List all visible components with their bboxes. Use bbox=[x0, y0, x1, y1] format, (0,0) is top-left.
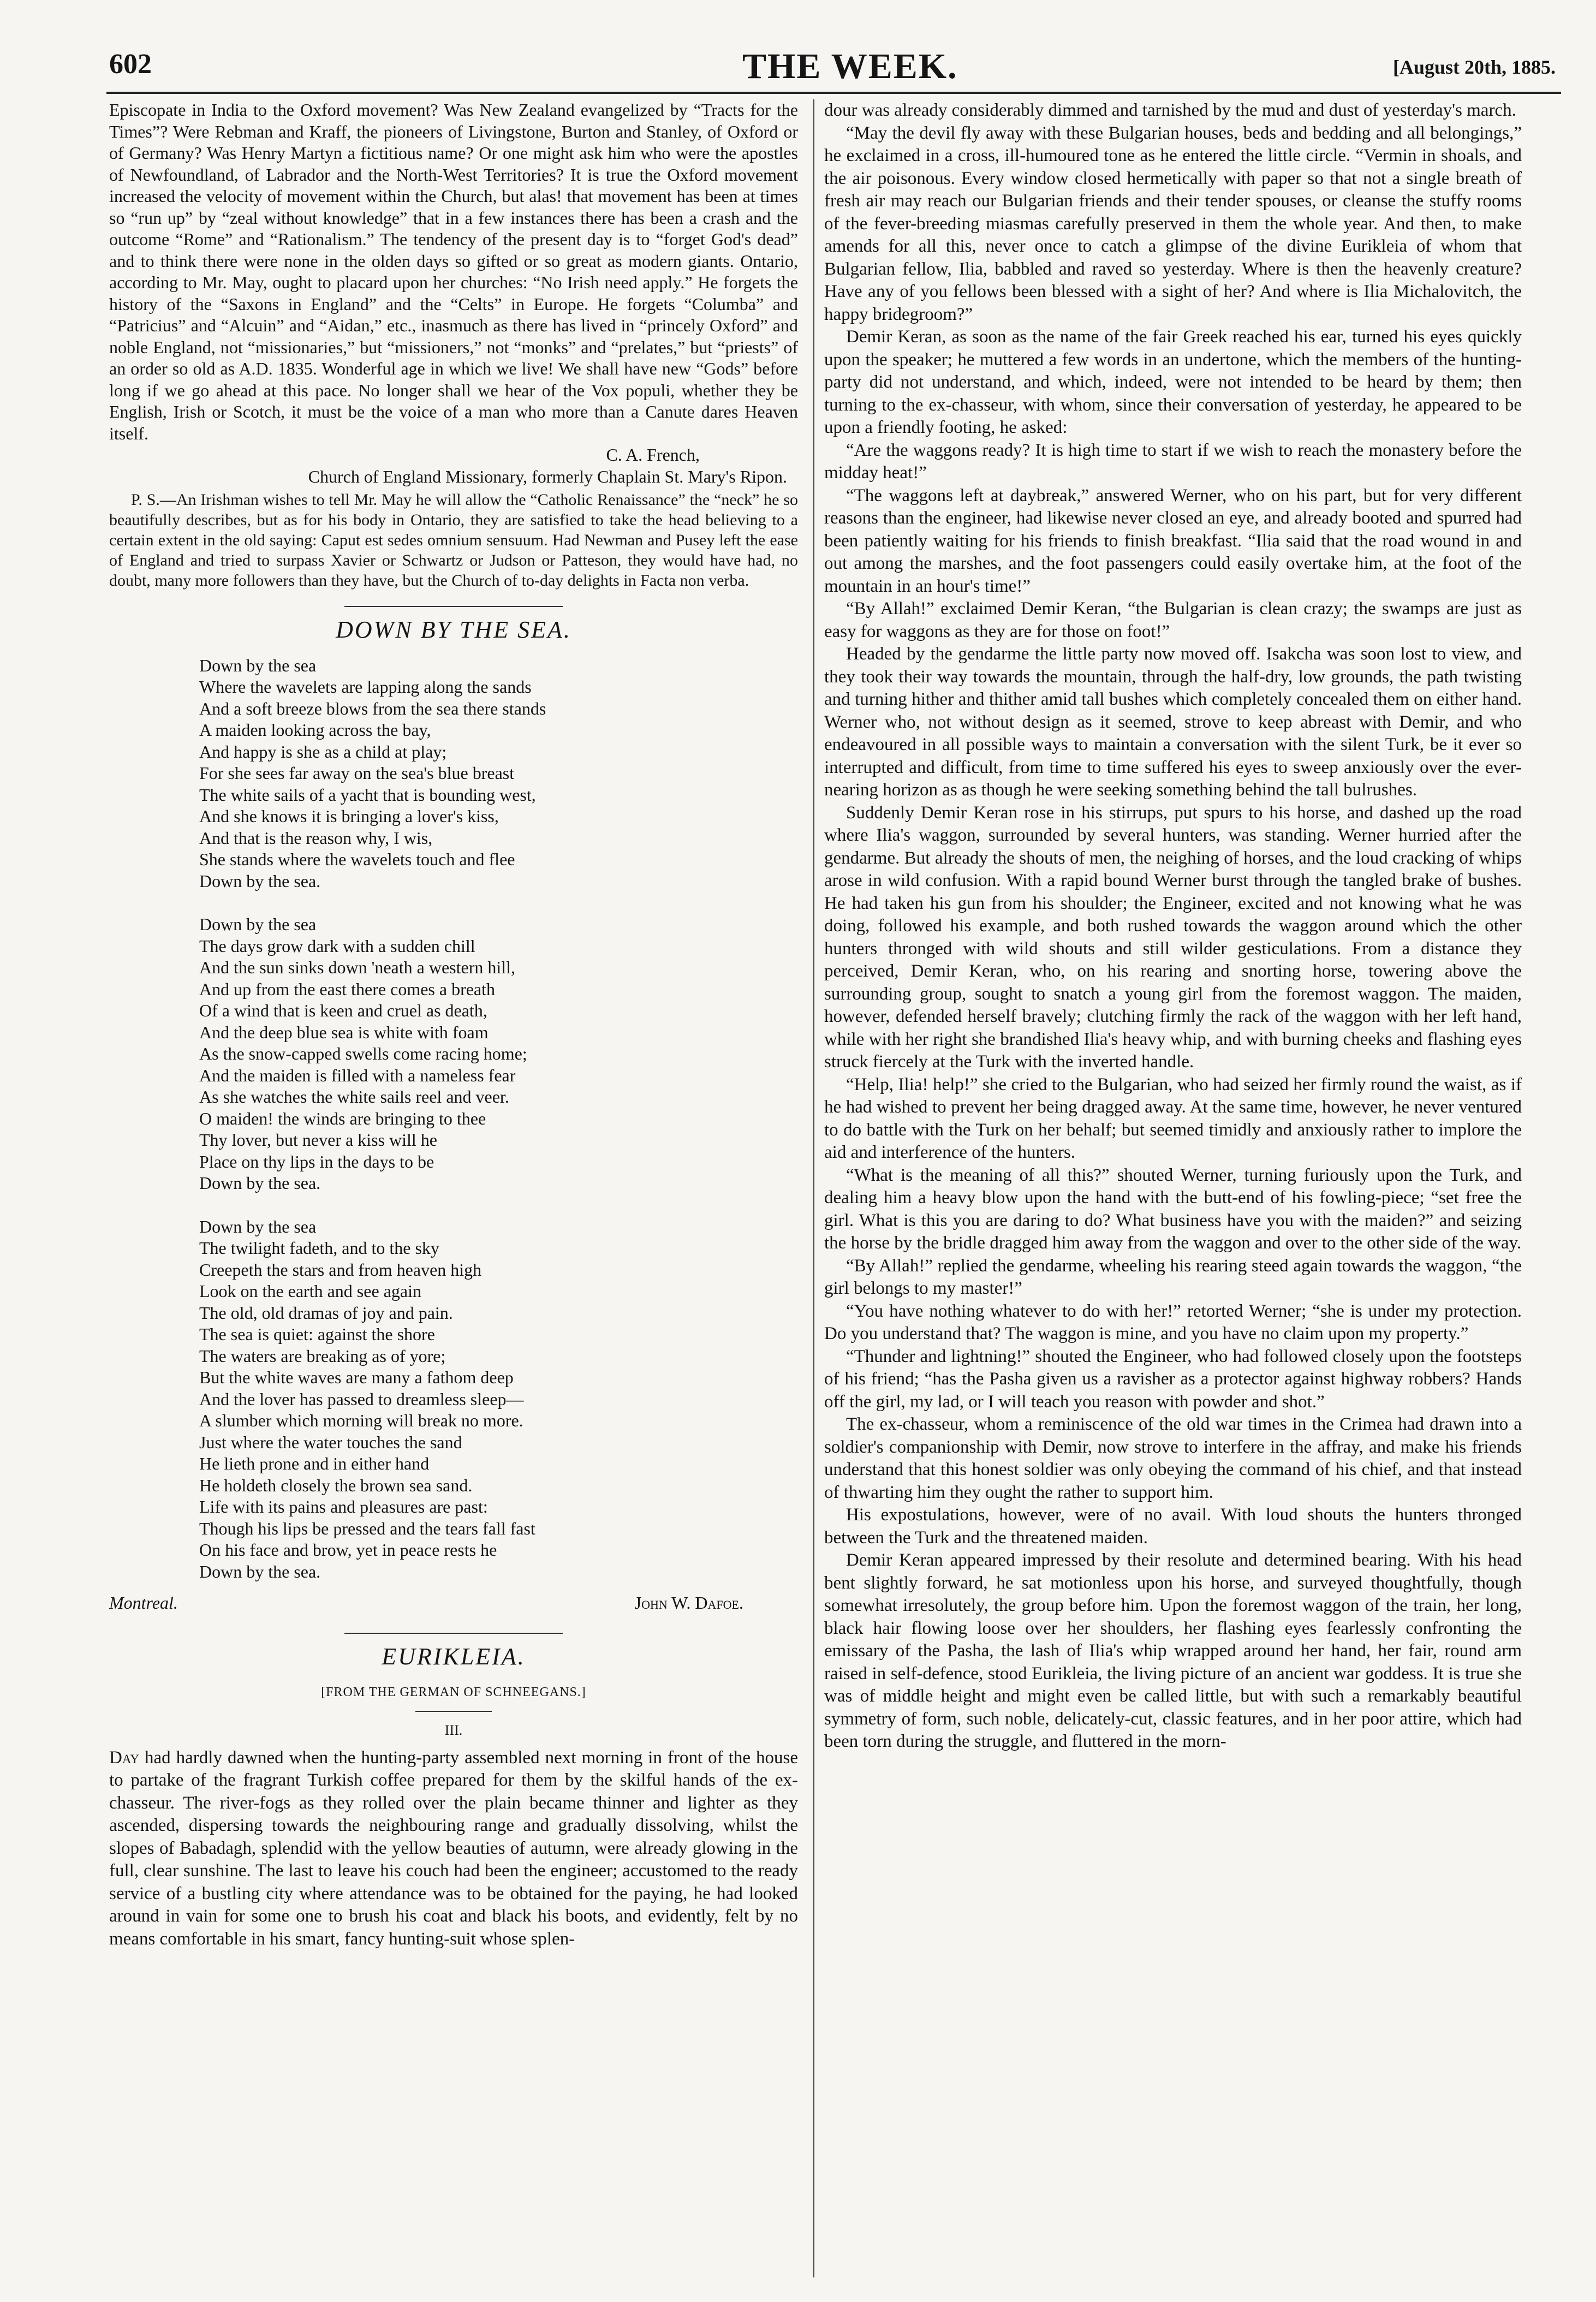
story-opening-paragraph bbox=[109, 1747, 798, 1951]
poem-place: Montreal. bbox=[109, 1593, 178, 1613]
story-paragraph: “Help, Ilia! help!” she cried to the Bulgarian, who had seized her firmly round the waist, as if he had wished to prevent her being dragged away. At the same time, however, he never ventured to do battle with the Turk on her behalf; but seemed timidly and anxiously rather to implore the aid and interference of the hunters. bbox=[824, 1074, 1522, 1162]
poem-line: Down by the sea bbox=[199, 655, 317, 675]
poem-line: The waters are breaking as of yore; bbox=[199, 1346, 446, 1366]
letter-signature-title: Church of England Missionary, formerly Chaplain St. Mary's Ripon. bbox=[308, 466, 787, 486]
poem-signature bbox=[109, 1592, 798, 1617]
poem-line: On his face and brow, yet in peace rests he bbox=[199, 1540, 497, 1560]
left-column bbox=[109, 99, 798, 1950]
poem-line: Though his lips be pressed and the tears fall fast bbox=[199, 1518, 535, 1538]
poem-line: Down by the sea. bbox=[199, 871, 321, 891]
poem-author: John W. Dafoe. bbox=[634, 1593, 743, 1613]
story-paragraph: Demir Keran appeared impressed by their resolute and determined bearing. With his head bent slightly forward, he sat motionless upon his horse, and surveyed thoughtfully, though somewhat irresolutely, the group before him. Upon the foremost waggon of the train, her long, black hair flowing loose over her shoulders, her flashing eyes fearlessly confronting the emissary of the Pasha, the lash of Ilia's whip wrapped around her hand, her fair, round arm raised in self-defence, stood Eurikleia, the living picture of an ancient war goddess. It is true she was of middle height and might even be called little, but with such a remarkably beautiful symmetry of form, such noble, delicately-cut, classic features, and in her poor attire, which had been torn during the struggle, and fluttered in the morn- bbox=[824, 1550, 1522, 1751]
story-paragraph: Headed by the gendarme the little party now moved off. Isakcha was soon lost to view, and they took their way towards the mountain, through the half-dry, low grounds, the path twisting and turning hither and thither amid tall bushes which completely concealed them on either hand. Werner who, not without design as it seemed, strove to keep abreast with Demir, and who endeavoured in all possible ways to maintain a conversation with the silent Turk, be it ever so interrupted and difficult, from time to time suffered his eyes to sweep anxiously over the ever-nearing horizon as as though he were seeking something behind the tall bulrushes. bbox=[824, 644, 1522, 800]
poem-line: Down by the sea bbox=[199, 1216, 317, 1236]
poem-line: As she watches the white sails reel and veer. bbox=[199, 1087, 509, 1107]
story-paragraph: “By Allah!” replied the gendarme, wheeling his rearing steed again towards the waggon, “the girl belongs to my master!” bbox=[824, 1256, 1522, 1298]
poem-body bbox=[199, 655, 798, 1583]
poem-line: The twilight fadeth, and to the sky bbox=[199, 1238, 439, 1258]
story-opening-text: had hardly dawned when the hunting-party assembled next morning in front of the house to partake of the fragrant Turkish coffee prepared for them by the skilful hands of the ex-chasseur. The river-fogs as they rolled over the plain became thinner and lighter as they ascended, dispersing towards the neighbouring range and gradually dissolving, whilst the slopes of Babadagh, splendid with the yellow beauties of autumn, were already glowing in the full, clear sunshine. The last to leave his couch had been the engineer; accustomed to the ready service of a bustling city where attendance was to be obtained for the paying, he had looked around in vain for some one to brush his coat and black his boots, and evidently, felt by no means comfortable in his smart, fancy hunting-suit whose splen- bbox=[109, 1747, 798, 1949]
story-paragraph: “What is the meaning of all this?” shouted Werner, turning furiously upon the Turk, and dealing him a heavy blow upon the hand with the butt-end of his fowling-piece; “set free the girl. What is this you are daring to do? What business have you with the maiden?” and seizing the horse by the bridle dragged him away from the waggon and over to the other side of the way. bbox=[824, 1165, 1522, 1253]
story-paragraph: Demir Keran, as soon as the name of the fair Greek reached his ear, turned his eyes quickly upon the speaker; he muttered a few words in an undertone, which the members of the hunting-party did not understand, and which, indeed, were not intended to be heard by them; then turning to the ex-chasseur, with whom, since their conversation of yesterday, he appeared to be upon a friendly footing, he asked: bbox=[824, 327, 1522, 437]
poem-line: And a soft breeze blows from the sea there stands bbox=[199, 698, 546, 718]
story-paragraph: Suddenly Demir Keran rose in his stirrups, put spurs to his horse, and dashed up the road where Ilia's waggon, surrounded by several hunters, was standing. Werner hurried after the gendarme. But already the shouts of men, the neighing of horses, and the loud cracking of whips arose in wild confusion. With a rapid bound Werner burst through the tangled brake of bushes. He had taken his gun from his shoulder; the Engineer, excited and not knowing what he was doing, followed his example, and both rushed towards the waggon around which the other hunters thronged with wild shouts and still wilder gesticulations. From a distance they perceived, Demir Keran, who, on his rearing and snorting horse, towering above the surrounding group, sought to snatch a young girl from the foremost waggon. The maiden, however, defended herself bravely; clutching firmly the rack of the waggon with her left hand, while with her right she brandished Ilia's heavy whip, and with burning cheeks and flashing eyes struck fiercely at the Turk with the inverted handle. bbox=[824, 802, 1522, 1072]
poem-title: DOWN BY THE SEA. bbox=[336, 616, 571, 643]
story-opening-word: Day bbox=[109, 1747, 139, 1768]
poem-line: The sea is quiet: against the shore bbox=[199, 1324, 435, 1344]
poem-line: And she knows it is bringing a lover's kiss, bbox=[199, 806, 499, 826]
poem-line: Down by the sea. bbox=[199, 1173, 321, 1193]
poem-line: Where the wavelets are lapping along the sands bbox=[199, 677, 532, 697]
poem-line: Just where the water touches the sand bbox=[199, 1432, 462, 1452]
poem-line: He lieth prone and in either hand bbox=[199, 1454, 430, 1473]
poem-line: Thy lover, but never a kiss will he bbox=[199, 1130, 437, 1150]
story-paragraph: “May the devil fly away with these Bulgarian houses, beds and bedding and all belongings,” he exclaimed in a cross, ill-humoured tone as he entered the little circle. “Vermin in shoals, and the air poisonous. Every window closed hermetically with paper so that not a single breath of fresh air may reach our Bulgarian friends and their tender spouses, or cleanse the stuffy rooms of the fever-breeding miasmas carefully preserved in them the whole year. And then, to make amends for all this, never once to catch a glimpse of the divine Eurikleia of whom that Bulgarian fellow, Ilia, babbled and raved so yesterday. Where is then the heavenly creature? Have any of you fellows been blessed with a sight of her? And where is Ilia Michalovitch, the happy bridegroom?” bbox=[824, 123, 1522, 324]
poem-line: Look on the earth and see again bbox=[199, 1281, 421, 1301]
story-source: [FROM THE GERMAN OF SCHNEEGANS.] bbox=[321, 1685, 586, 1699]
column-divider bbox=[813, 99, 814, 2277]
poem-line: The old, old dramas of joy and pain. bbox=[199, 1302, 453, 1323]
poem-line: Creepeth the stars and from heaven high bbox=[199, 1259, 482, 1280]
poem-line: Life with its pains and pleasures are past: bbox=[199, 1497, 488, 1516]
poem-line: Of a wind that is keen and cruel as death, bbox=[199, 1001, 487, 1020]
poem-line: A maiden looking across the bay, bbox=[199, 720, 431, 740]
poem-line: And happy is she as a child at play; bbox=[199, 741, 447, 762]
story-title: EURIKLEIA. bbox=[382, 1643, 526, 1670]
story-paragraph: The ex-chasseur, whom a reminiscence of the old war times in the Crimea had drawn into a soldier's companionship with Demir, now strove to interfere in the affray, and make his friends understand that this honest soldier was only obeying the command of his chief, and that instead of thwarting him they ought the rather to support him. bbox=[824, 1414, 1522, 1502]
poem-line: And the lover has passed to dreamless sleep— bbox=[199, 1389, 524, 1409]
story-paragraph: “You have nothing whatever to do with her!” retorted Werner; “she is under my protection. Do you understand that? The waggon is mine, and you have no claim upon my property.” bbox=[824, 1301, 1522, 1343]
poem-line: As the snow-capped swells come racing home; bbox=[199, 1044, 527, 1063]
poem-line: Place on thy lips in the days to be bbox=[199, 1151, 434, 1171]
poem-stanza bbox=[199, 914, 798, 1194]
running-title: THE WEEK. bbox=[742, 46, 958, 86]
poem-line: And the sun sinks down 'neath a western hill, bbox=[199, 957, 516, 977]
poem-line: And the maiden is filled with a nameless fear bbox=[199, 1065, 516, 1085]
story-continuation bbox=[824, 99, 1522, 1753]
letter-paragraph: Episcopate in India to the Oxford movement? Was New Zealand evangelized by “Tracts for the Times”? Were Rebman and Kraff, the pioneers of Livingstone, Burton and Stanley, of Oxford or of Germany? Was Henry Martyn a fictitious name? Or one might ask him who were the apostles of Newfoundland, of Labrador and the North-West Territories? It is true the Oxford movement increased the velocity of movement within the Church, but alas! that movement has been at times so “run up” by “zeal without knowledge” that in a few instances there has been a crash and the outcome “Rome” and “Rationalism.” The tendency of the present day is to “forget God's dead” and to think there were none in the olden days so gifted or so great as modern giants. Ontario, according to Mr. May, ought to placard upon her churches: “No Irish need apply.” He forgets the history of the “Saxons in England” and the “Celts” in Europe. He forgets “Columba” and “Patricius” and “Alcuin” and “Aidan,” etc., inasmuch as there has lived in “princely Oxford” and noble England, not “missionaries,” but “missioners,” not “monks” and “prelates,” but “priests” of an order so old as A.D. 1835. Wonderful age in which we live! We shall have new “Gods” before long if we go ahead at this pace. No longer shall we hear of the Vox populi, whether they be English, Irish or Scotch, it must be the voice of a man who more than a Canute dares Heaven itself. bbox=[109, 100, 798, 443]
poem-line: A slumber which morning will break no more. bbox=[199, 1411, 523, 1430]
right-column bbox=[824, 99, 1522, 1753]
story-paragraph: “By Allah!” exclaimed Demir Keran, “the Bulgarian is clean crazy; the swamps are just as easy for waggons as they are for those on foot!” bbox=[824, 599, 1522, 641]
poem-line: Down by the sea bbox=[199, 914, 317, 934]
letter-postscript: P. S.—An Irishman wishes to tell Mr. May he will allow the “Catholic Renaissance” the “neck” he so beautifully describes, but as for his body in Ontario, they are satisfied to take the head believing to a certain extent in the old saying: Caput est sedes omnium sensuum. Had Newman and Pusey left the ease of England and tried to surpass Xavier or Schwartz or Judson or Patteson, they would have had, no doubt, many more followers than they have, but the Church of to-day delights in Facta non verba. bbox=[109, 491, 798, 590]
poem-line: But the white waves are many a fathom deep bbox=[199, 1367, 514, 1387]
story-paragraph: “Thunder and lightning!” shouted the Engineer, who had followed closely upon the footsteps of his friend; “has the Pasha given us a ravisher as a protector against highway robbers? Hands off the girl, my lad, or I will teach you reason with powder and shot.” bbox=[824, 1346, 1522, 1412]
page-header bbox=[109, 48, 1556, 86]
letter-signature-name: C. A. French, bbox=[606, 445, 700, 465]
poem-line: The days grow dark with a sudden chill bbox=[199, 936, 475, 956]
poem-line: And that is the reason why, I wis, bbox=[199, 828, 433, 848]
header-rule bbox=[106, 92, 1561, 94]
issue-date: [August 20th, 1885. bbox=[1392, 56, 1556, 78]
poem-stanza bbox=[199, 1216, 798, 1583]
poem-line: Down by the sea. bbox=[199, 1561, 321, 1581]
small-rule bbox=[415, 1711, 492, 1712]
poem-line: He holdeth closely the brown sea sand. bbox=[199, 1475, 473, 1495]
section-rule bbox=[344, 1633, 563, 1634]
story-paragraph: “The waggons left at daybreak,” answered Werner, who on his part, but for very different reasons than the engineer, had likewise never closed an eye, and already booted and spurred had been patiently waiting for his friends to finish breakfast. “Ilia said that the road wound in and out among the marshes, and the foot passengers could easily overtake him, at the foot of the mountain in an hour's time!” bbox=[824, 485, 1522, 596]
story-paragraph: dour was already considerably dimmed and tarnished by the mud and dust of yesterday's march. bbox=[824, 100, 1516, 120]
poem-line: For she sees far away on the sea's blue breast bbox=[199, 763, 515, 783]
poem-line: The white sails of a yacht that is bounding west, bbox=[199, 784, 536, 805]
poem-stanza bbox=[199, 655, 798, 893]
poem-line: O maiden! the winds are bringing to thee bbox=[199, 1108, 486, 1128]
poem-line: And up from the east there comes a breath bbox=[199, 979, 496, 999]
story-paragraph: His expostulations, however, were of no avail. With loud shouts the hunters thronged between the Turk and the threatened maiden. bbox=[824, 1505, 1522, 1548]
poem-line: And the deep blue sea is white with foam bbox=[199, 1022, 489, 1042]
story-part-number: III. bbox=[444, 1722, 463, 1738]
poem-line: She stands where the wavelets touch and flee bbox=[199, 849, 515, 869]
section-rule bbox=[344, 606, 563, 607]
story-paragraph: “Are the waggons ready? It is high time to start if we wish to reach the monastery before the midday heat!” bbox=[824, 440, 1522, 483]
page-number: 602 bbox=[109, 49, 152, 80]
